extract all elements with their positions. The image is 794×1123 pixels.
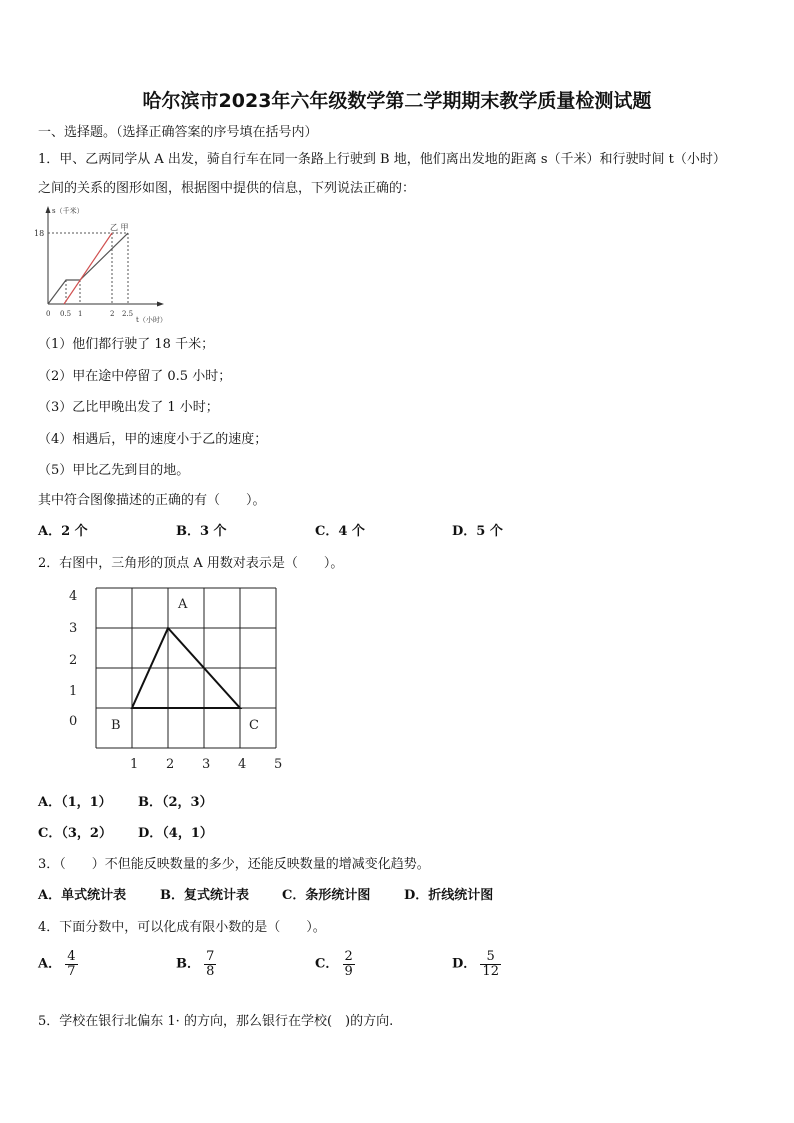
q2-option-d[interactable]: D．（4，1） (138, 826, 213, 841)
q1-option-b[interactable]: B．3 个 (176, 524, 227, 539)
x-label-5: 5 (274, 757, 283, 772)
x-tick-2: 2 (110, 310, 115, 318)
q2-option-a[interactable]: A．（1，1） (38, 795, 112, 810)
x-tick-0: 0 (46, 310, 51, 318)
q1-statement-4: （4）相遇后，甲的速度小于乙的速度； (38, 432, 268, 447)
q2-option-c[interactable]: C．（3，2） (38, 826, 112, 841)
q4-option-a-fraction: $\frac{4}{7}$ (67, 949, 76, 979)
q5-text: 5．学校在银行北偏东 1· 的方向，那么银行在学校( )的方向. (38, 1014, 394, 1029)
q3-option-b[interactable]: B．复式统计表 (160, 888, 249, 903)
q2-text: 2．右图中，三角形的顶点 A 用数对表示是（ ）。 (38, 556, 344, 571)
q4-option-d[interactable] (452, 950, 501, 978)
y-tick-18: 18 (34, 229, 45, 238)
q4-text: 4．下面分数中，可以化成有限小数的是（ ）。 (38, 920, 326, 935)
q1-statement-1: （1）他们都行驶了 18 千米； (38, 337, 215, 352)
q1-distance-time-graph (30, 202, 190, 324)
q4-option-a[interactable] (38, 950, 78, 978)
x-label-4: 4 (238, 757, 247, 772)
y-axis-label: s（千米） (52, 207, 84, 215)
q1-text-line1: 1．甲、乙两同学从 A 出发，骑自行车在同一条路上行驶到 B 地，他们离出发地的距离 s（千米）和行驶时间 t（小时） (38, 152, 726, 167)
q2-option-b[interactable]: B．（2，3） (138, 795, 213, 810)
y-axis-arrow (46, 206, 51, 213)
x-label-3: 3 (202, 757, 211, 772)
q1-prompt: 其中符合图像描述的正确的有（ ）。 (38, 493, 266, 508)
y-label-3: 3 (69, 621, 78, 636)
q3-option-c[interactable]: C．条形统计图 (282, 888, 371, 903)
curve-yi (64, 233, 112, 304)
vertex-b-label: B (111, 718, 121, 733)
x-axis-arrow (157, 302, 164, 307)
q4-option-c-fraction: $\frac{2}{9}$ (344, 949, 353, 979)
q4-option-b-fraction: $\frac{7}{8}$ (206, 949, 215, 979)
x-tick-0.5: 0.5 (60, 310, 72, 318)
q1-option-d[interactable]: D．5 个 (452, 524, 503, 539)
y-label-0: 0 (69, 714, 78, 729)
y-label-1: 1 (69, 684, 78, 699)
q4-option-d-fraction: $\frac{5}{12}$ (482, 949, 499, 979)
q3-text: 3．（ ）不但能反映数量的多少，还能反映数量的增减变化趋势。 (38, 857, 430, 872)
vertex-a-label: A (178, 597, 188, 612)
q1-statement-3: （3）乙比甲晚出发了 1 小时； (38, 400, 219, 415)
y-label-2: 2 (69, 653, 78, 668)
q1-option-c[interactable]: C．4 个 (315, 524, 365, 539)
q4-option-b[interactable] (176, 950, 216, 978)
q4-option-d-letter: D． (452, 956, 477, 972)
q3-option-a[interactable]: A．单式统计表 (38, 888, 127, 903)
x-tick-1: 1 (78, 310, 83, 318)
q1-statement-2: （2）甲在途中停留了 0.5 小时； (38, 369, 232, 384)
y-label-4: 4 (69, 589, 78, 604)
curve-labels: 乙 甲 (110, 223, 129, 232)
x-label-1: 1 (130, 757, 139, 772)
q4-option-c-letter: C． (315, 956, 339, 972)
vertex-c-label: C (249, 718, 259, 733)
q4-option-c[interactable] (315, 950, 355, 978)
page-title: 哈尔滨市2023年六年级数学第二学期期末教学质量检测试题 (142, 90, 652, 112)
section-heading: 一、选择题。（选择正确答案的序号填在括号内） (38, 125, 318, 140)
q1-statement-5: （5）甲比乙先到目的地。 (38, 463, 190, 478)
q4-option-b-letter: B． (176, 956, 200, 972)
q1-option-a[interactable]: A．2 个 (38, 524, 88, 539)
q1-text-line2: 之间的关系的图形如图，根据图中提供的信息，下列说法正确的： (38, 181, 416, 196)
q2-coordinate-grid (60, 582, 300, 774)
x-tick-2.5: 2.5 (122, 310, 134, 318)
q4-option-a-letter: A． (38, 956, 62, 972)
q3-option-d[interactable]: D．折线统计图 (404, 888, 494, 903)
x-label-2: 2 (166, 757, 175, 772)
x-axis-label: t（小时） (136, 316, 167, 324)
